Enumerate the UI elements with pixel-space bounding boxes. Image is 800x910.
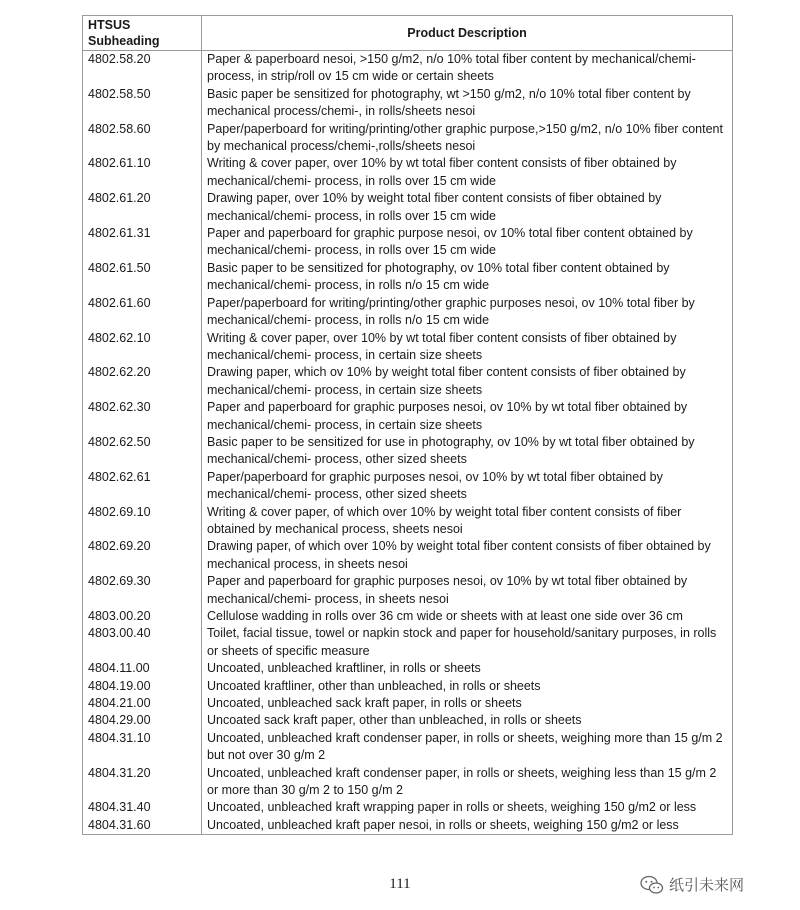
product-description: Writing & cover paper, over 10% by wt total fiber content consists of fiber obtained by mechanical/chemi- process, in certain size sheets: [202, 330, 733, 365]
product-description: Paper & paperboard nesoi, >150 g/m2, n/o 10% total fiber content by mechanical/chemi- process, in strip/roll ov 15 cm wide or certain sheets: [202, 51, 733, 86]
product-description: Drawing paper, of which over 10% by weight total fiber content consists of fiber obtained by mechanical process, in sheets nesoi: [202, 538, 733, 573]
product-description: Paper and paperboard for graphic purpose nesoi, ov 10% total fiber content obtained by mechanical/chemi- process, in rolls over 15 cm wide: [202, 225, 733, 260]
product-description: Uncoated, unbleached kraft condenser paper, in rolls or sheets, weighing less than 15 g/m 2 or more than 30 g/m 2 to 150 g/m 2: [202, 765, 733, 800]
table-row: [83, 608, 733, 625]
product-description: Paper/paperboard for graphic purposes nesoi, ov 10% by wt total fiber obtained by mechanical/chemi- process, other sized sheets: [202, 469, 733, 504]
product-description: Paper and paperboard for graphic purposes nesoi, ov 10% by wt total fiber obtained by mechanical/chemi- process, in sheets nesoi: [202, 573, 733, 608]
product-description: Uncoated, unbleached kraftliner, in rolls or sheets: [202, 660, 733, 677]
table-row: [83, 678, 733, 695]
subheading-code: 4802.58.50: [83, 86, 202, 121]
table-row: [83, 295, 733, 330]
table-row: [83, 364, 733, 399]
product-description: Uncoated, unbleached kraft paper nesoi, in rolls or sheets, weighing 150 g/m2 or less: [202, 817, 733, 835]
table-row: [83, 730, 733, 765]
table-row: [83, 573, 733, 608]
subheading-code: 4802.61.31: [83, 225, 202, 260]
table-row: [83, 86, 733, 121]
table-row: [83, 538, 733, 573]
subheading-code: 4803.00.20: [83, 608, 202, 625]
subheading-code: 4804.19.00: [83, 678, 202, 695]
table-row: [83, 399, 733, 434]
header-product-description: Product Description: [202, 16, 733, 51]
table-row: [83, 469, 733, 504]
table-body: [83, 51, 733, 835]
subheading-code: 4802.69.20: [83, 538, 202, 573]
table-row: [83, 799, 733, 816]
wechat-icon: [640, 875, 664, 895]
table-row: [83, 765, 733, 800]
table-row: [83, 660, 733, 677]
subheading-code: 4802.62.10: [83, 330, 202, 365]
subheading-code: 4804.31.40: [83, 799, 202, 816]
table-row: [83, 225, 733, 260]
subheading-code: 4804.29.00: [83, 712, 202, 729]
watermark-text: 纸引未来网: [669, 877, 745, 894]
subheading-code: 4804.31.60: [83, 817, 202, 835]
subheading-code: 4802.61.50: [83, 260, 202, 295]
product-description: Drawing paper, which ov 10% by weight total fiber content consists of fiber obtained by mechanical/chemi- process, in certain size sheets: [202, 364, 733, 399]
product-description: Paper/paperboard for writing/printing/other graphic purpose,>150 g/m2, n/o 10% fiber content by mechanical process/chemi-,rolls/sheets nesoi: [202, 121, 733, 156]
product-description: Uncoated, unbleached kraft wrapping paper in rolls or sheets, weighing 150 g/m2 or less: [202, 799, 733, 816]
subheading-code: 4803.00.40: [83, 625, 202, 660]
subheading-code: 4802.62.20: [83, 364, 202, 399]
product-description: Paper and paperboard for graphic purposes nesoi, ov 10% by wt total fiber obtained by mechanical/chemi- process, in certain size sheets: [202, 399, 733, 434]
header-htsus-subheading: HTSUS Subheading: [83, 16, 202, 51]
subheading-code: 4802.61.10: [83, 155, 202, 190]
product-description: Basic paper to be sensitized for use in photography, ov 10% by wt total fiber obtained by mechanical/chemi- process, other sized sheets: [202, 434, 733, 469]
product-description: Basic paper be sensitized for photography, wt >150 g/m2, n/o 10% total fiber content by mechanical process/chemi-, in rolls/sheets nesoi: [202, 86, 733, 121]
subheading-code: 4802.61.60: [83, 295, 202, 330]
product-description: Cellulose wadding in rolls over 36 cm wide or sheets with at least one side over 36 cm: [202, 608, 733, 625]
table-row: [83, 625, 733, 660]
product-description: Writing & cover paper, of which over 10% by weight total fiber content consists of fiber obtained by mechanical process, sheets nesoi: [202, 504, 733, 539]
subheading-code: 4802.61.20: [83, 190, 202, 225]
product-description: Writing & cover paper, over 10% by wt total fiber content consists of fiber obtained by mechanical/chemi- process, in rolls over 15 cm wide: [202, 155, 733, 190]
table-row: [83, 51, 733, 86]
subheading-code: 4802.62.61: [83, 469, 202, 504]
product-description: Basic paper to be sensitized for photography, ov 10% total fiber content obtained by mechanical/chemi- process, in rolls n/o 15 cm wide: [202, 260, 733, 295]
table-row: [83, 260, 733, 295]
table-row: [83, 121, 733, 156]
subheading-code: 4804.11.00: [83, 660, 202, 677]
table-row: [83, 434, 733, 469]
subheading-code: 4802.58.60: [83, 121, 202, 156]
table-row: [83, 190, 733, 225]
watermark: [640, 874, 744, 895]
subheading-code: 4802.69.10: [83, 504, 202, 539]
table-row: [83, 504, 733, 539]
table-header-row: [83, 16, 733, 51]
table-row: [83, 712, 733, 729]
table-row: [83, 330, 733, 365]
table-row: [83, 155, 733, 190]
subheading-code: 4802.62.30: [83, 399, 202, 434]
tariff-table: [82, 15, 733, 835]
product-description: Uncoated, unbleached sack kraft paper, in rolls or sheets: [202, 695, 733, 712]
product-description: Toilet, facial tissue, towel or napkin stock and paper for household/sanitary purposes, in rolls or sheets of specific measure: [202, 625, 733, 660]
table-row: [83, 695, 733, 712]
product-description: Uncoated kraftliner, other than unbleached, in rolls or sheets: [202, 678, 733, 695]
product-description: Drawing paper, over 10% by weight total fiber content consists of fiber obtained by mechanical/chemi- process, in rolls over 15 cm wide: [202, 190, 733, 225]
subheading-code: 4802.69.30: [83, 573, 202, 608]
subheading-code: 4802.62.50: [83, 434, 202, 469]
product-description: Uncoated, unbleached kraft condenser paper, in rolls or sheets, weighing more than 15 g/m 2 but not over 30 g/m 2: [202, 730, 733, 765]
product-description: Uncoated sack kraft paper, other than unbleached, in rolls or sheets: [202, 712, 733, 729]
page-number: 111: [389, 876, 411, 892]
table-row: [83, 817, 733, 835]
product-description: Paper/paperboard for writing/printing/other graphic purposes nesoi, ov 10% total fiber by mechanical/chemi- process, in rolls n/o 15 cm wide: [202, 295, 733, 330]
subheading-code: 4804.31.10: [83, 730, 202, 765]
subheading-code: 4802.58.20: [83, 51, 202, 86]
subheading-code: 4804.21.00: [83, 695, 202, 712]
subheading-code: 4804.31.20: [83, 765, 202, 800]
